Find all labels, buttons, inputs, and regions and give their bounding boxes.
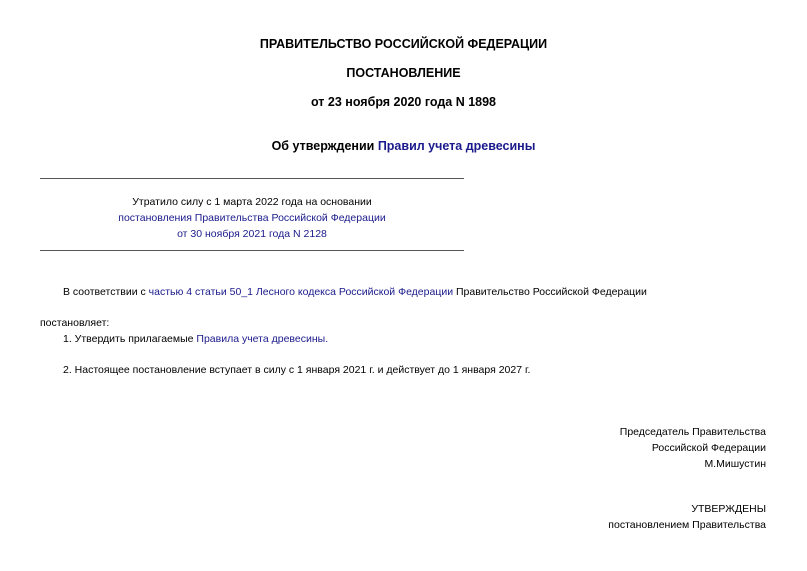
signature-line-1: Председатель Правительства: [619, 426, 766, 438]
org-heading: ПРАВИТЕЛЬСТВО РОССИЙСКОЙ ФЕДЕРАЦИИ: [259, 37, 548, 51]
signature-line-2: Российской Федерации: [651, 442, 766, 454]
preamble-prefix: В соответствии с: [63, 286, 149, 298]
document-title: [0, 139, 807, 153]
notice-link-line-3[interactable]: от 30 ноября 2021 года N 2128: [177, 228, 327, 240]
item-1-link[interactable]: Правила учета древесины: [196, 333, 326, 345]
item-1: [63, 333, 328, 345]
item-2: 2. Настоящее постановление вступает в силу с 1 января 2021 г. и действует до 1 января 2027 г.: [63, 364, 531, 376]
title-prefix: Об утверждении: [271, 139, 378, 153]
approved-title: УТВЕРЖДЕНЫ: [691, 503, 766, 515]
preamble-suffix: Правительство Российской Федерации: [453, 286, 647, 298]
divider-bottom: [40, 250, 464, 251]
date-number-heading: от 23 ноября 2020 года N 1898: [310, 95, 497, 109]
approved-by: постановлением Правительства: [608, 519, 766, 531]
notice-link-line-2[interactable]: постановления Правительства Российской Федерации: [118, 212, 386, 224]
item-1-suffix: .: [325, 333, 329, 345]
title-link[interactable]: Правил учета древесины: [377, 139, 536, 153]
decides-text: постановляет:: [40, 317, 110, 329]
preamble-link[interactable]: частью 4 статьи 50_1 Лесного кодекса Российской Федерации: [148, 286, 454, 298]
preamble: [63, 286, 647, 298]
signature-name: М.Мишустин: [704, 458, 766, 470]
divider-top: [40, 178, 464, 179]
notice-line-1: Утратило силу с 1 марта 2022 года на основании: [132, 196, 372, 208]
item-1-prefix: 1. Утвердить прилагаемые: [63, 333, 197, 345]
doc-type-heading: ПОСТАНОВЛЕНИЕ: [346, 66, 461, 80]
